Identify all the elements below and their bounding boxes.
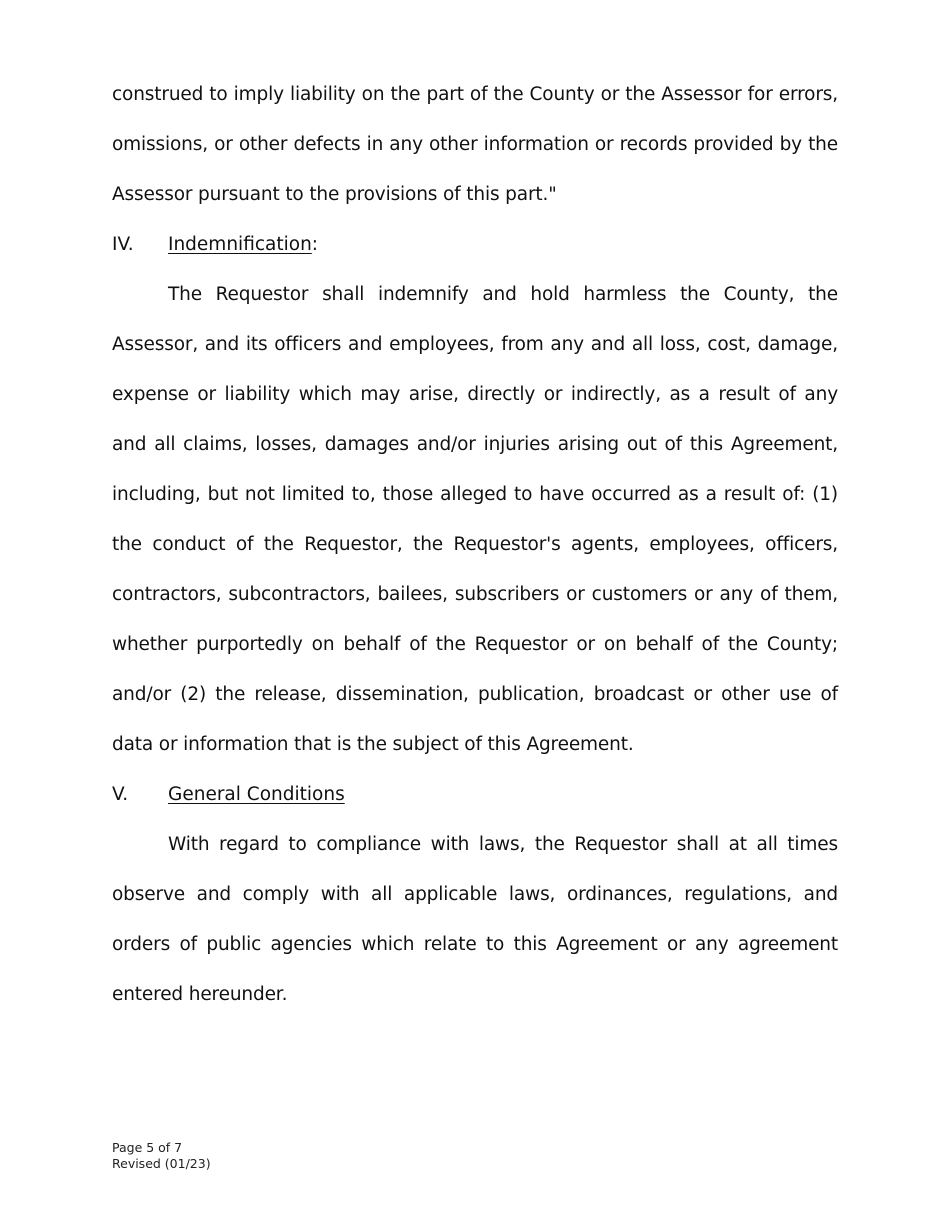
section-iv-title-wrap — [168, 220, 318, 270]
page-number-label: Page 5 of 7 — [112, 1140, 183, 1155]
section-iv-heading — [112, 220, 838, 270]
section-v-heading — [112, 770, 838, 820]
continuation-paragraph: construed to imply liability on the part of the County or the Assessor for errors, omissions, or other defects in any other information or records provided by the Assessor pursuant to the provisions of this part." — [112, 84, 838, 205]
section-v-title: General Conditions — [168, 784, 345, 805]
section-v-body: With regard to compliance with laws, the Requestor shall at all times observe and comply with all applicable laws, ordinances, regulations, and orders of public agencies which relate to this Agreement or any agreement entered hereunder. — [112, 834, 838, 1005]
section-iv-title: Indemnification — [168, 234, 312, 255]
revised-label: Revised (01/23) — [112, 1156, 211, 1171]
page-footer — [112, 1140, 211, 1172]
document-page — [112, 70, 838, 1020]
section-iv-number: IV. — [112, 234, 134, 255]
section-v-number: V. — [112, 784, 129, 805]
section-iv-title-suffix: : — [311, 234, 319, 255]
section-iv-body: The Requestor shall indemnify and hold harmless the County, the Assessor, and its officers and employees, from any and all loss, cost, damage, expense or liability which may arise, directly or indirectly, as a result of any and all claims, losses, damages and/or injuries arising out of this Agreement, including, but not limited to, those alleged to have occurred as a result of: (1) the conduct of the Requestor, the Requestor's agents, employees, officers, contractors, subcontractors, bailees, subscribers or customers or any of them, whether purportedly on behalf of the Requestor or on behalf of the County; and/or (2) the release, dissemination, publication, broadcast or other use of data or information that is the subject of this Agreement. — [112, 284, 838, 755]
